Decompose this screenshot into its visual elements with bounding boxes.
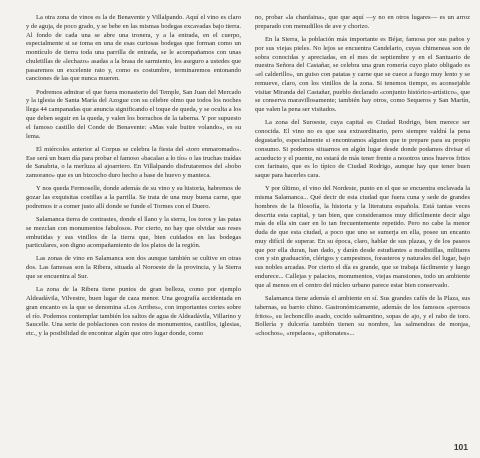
paragraph: Las zonas de vino en Salamanca son dos aunque también se cultive en otras dos. Las famosas son la Ribera, situada al Noroeste de la provincia, y la Sierra que se encuentra al Sur.	[26, 255, 241, 281]
left-column	[26, 14, 241, 450]
right-column	[255, 14, 470, 450]
paragraph: Y nos queda Fermoselle, donde además de su vino y su historia, habremos de gozar las exquisitas costillas a la parrilla. Se trata de una muy buena carne, que podremos ir a comer justo allí donde se funde el Tormes con el Duero.	[26, 185, 241, 210]
paragraph: no, probar «la chanfaina», que que aquí —y no en otros lugares— es un arroz preparado con menudillos de ave y chorizo.	[255, 14, 470, 30]
paragraph: La zona de la Ribera tiene puntos de gran belleza, como por ejemplo Aldeadávila, Vilvestre, buen lugar de caza menor. Una geografía accidentada en gran encanto es la que se denomina «Los Arribes», con importantes cortes sobre el río. Podemos contemplar también los saltos de agua de Aldeadávila, Villarino y Saucelle. Una serie de poblaciones con restos de monumentos, castillos, iglesias, etc., y la posibilidad de encontrar algún que otro lugar donde, como	[26, 286, 241, 338]
paragraph: Salamanca tierra de contrastes, donde el llano y la sierra, los toros y las patas se mezclan con monumentos fabulosos. Por cierto, no hay que olvidar sus reses embutidas y sus vinillos de la tierra que, bien cuidados en las bodegas particulares, son digno acompañamiento de los platos de la región.	[26, 215, 241, 250]
paragraph: Podremos admirar el que fuera monasterio del Temple, San Juan del Mercado y la iglesia de Santa María del Azogue con su célebre olmo que todos los noches llega 44 campanadas que anuncia significando el toque de queda, y se oculta a los que deben seguir en la queda, y valen los borrachos de la taberna. Y por supuesto el famoso castillo del Conde de Benavente: «Mas vale buitre volando», es su lema.	[26, 88, 241, 140]
page-number: 101	[453, 442, 468, 452]
paragraph: El miércoles anterior al Corpus se celebra la fiesta del «toro enmaromado». Ese será un buen día para probar el famoso «bacalao a lo tío» o las truchas traídas de Sanabria, o la merluza al ajoarriero. En Villalpando disfrutaremos del «bobo zamorano» que es un bizcocho duro hecho a base de huevo y manteca.	[26, 145, 241, 180]
paragraph: Salamanca tiene además el ambiente en sí. Sus grandes cafés de la Plaza, sus tabernas, su barrio chino. Gastronómicamente, además de los famosos «perosos fritos», su lechoncillo asado, cocido salmantino, sopas de ajo, y el rabo de toro. Bollería y dulcería también tienen su nombre, las salmendras de monjas, «chochos», «repelaos», «piñonates»...	[255, 295, 470, 338]
paragraph: La otra zona de vinos es la de Benavente y Villalpando. Aquí el vino es claro y de aguja, de poco grado, y se bebe en las mismas bodegas excavadas bajo tierra. Al fondo de cada una se abre una tronera, y a la entrada, en el cuerpo, especialmente si se toma en una de esas curiosas bodegas que forman como un montículo de tierra toda una parrilla de entrada, se le acompañamos con unas chuletillas de «lechazo» asadas a la brasa de sarmiento, les aseguro a ustedes que pasaremos un excelente rato y, como es costumbre, terminaremos entonando canciones de las que nunca mueren.	[26, 14, 241, 83]
paragraph: Y por último, el vino del Nordeste, punto en el que se encuentra enclavada la misma Salamanca... Qué decir de esta ciudad que fuera cuna y sede de grandes hombres de la filosofía, la historia y la literatura española. Está tantas veces descrita esta capital, y tan bien, que consideramos muy difícilmente decir algo más de ella sin caer en lo tan frecuentemente repetido. Pero no cabe la menor duda de que esta ciudad, a poco que uno se sumerja en ella, posee un encanto muy difícil de superar. En su época, claro, hablar de sus plazas, y de los paseos que por ella duran, han dado, y darán desde estudiantes a modistillas, militares con y sin graduación, clérigos y campesinos, forasteros y naturales del lugar, bajo sus nobles arcadas. Por cierto el día es grande, que se trabaja fácilmente y luego endurece... Callejas y palacios, monumentos, viejas mansiones, todo un ambiente que al menos en el centro del núcleo urbano parece estar bien conservado.	[255, 185, 470, 289]
paragraph: La zona del Suroeste, cuya capital es Ciudad Rodrigo, bien merece ser conocida. El vino no es que sea extraordinario, pero siempre valdrá la pena degustarlo, especialmente si encontramos alguien que te prepare para su propio consumo. Si podemos situarnos en algún lugar desde donde podamos divisar el acueducto y el puente, no estará de más tener frente a nosotros unos huevos fritos con farinato, que es lo típico de Ciudad Rodrigo, aunque hay que tener buen saque para hacerles cara.	[255, 119, 470, 180]
paragraph: En la Sierra, la población más importante es Béjar, famosa por sus paños y por sus viejas pieles. No lejos se encuentra Candelario, cuyas chimeneas son de sobra conocidas y apreciadas, en el mes de septiembre y en el Santuario de nuestra Señora del Castañar, se celebra una gran romería cuyo plato obligado es «el calderillo», un guiso con patatas y carne que se cuece a fuego muy lento y se remueve, claro, con los vinillos de la zona. Si tenemos tiempo, es aconsejable visitar Miranda del Castañar, pueblo declarado «conjunto histórico-artístico», que se conserva maravillosamente; también hay otros, como Sequeros y San Martín, que valen la pena ser visitados.	[255, 35, 470, 114]
